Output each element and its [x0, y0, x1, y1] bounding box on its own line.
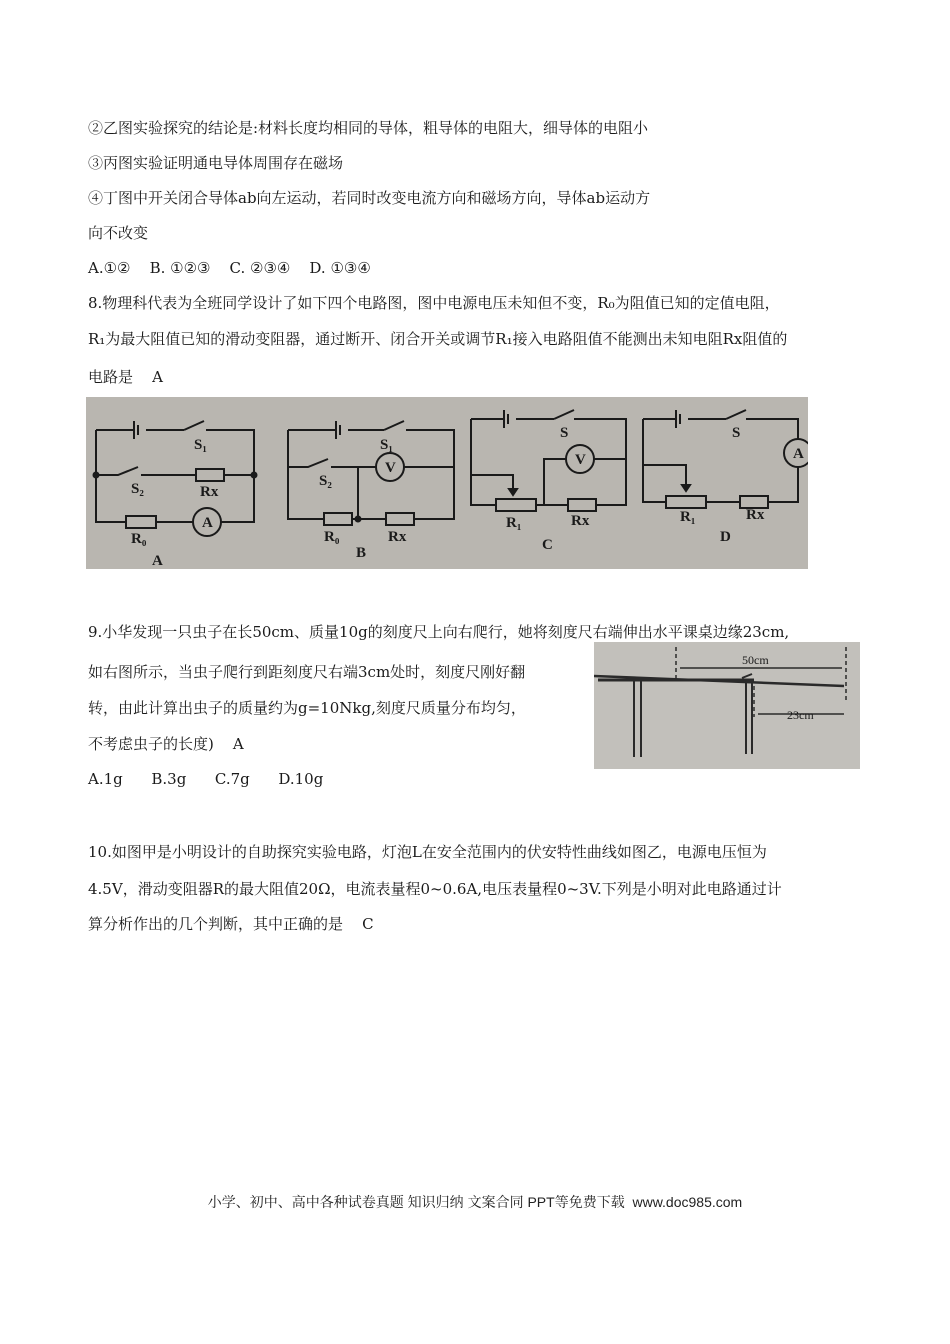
a-ammeter-label: A [202, 515, 213, 531]
statement-2: ②乙图实验探究的结论是:材料长度均相同的导体，粗导体的电阻大，细导体的电阻小 [88, 119, 649, 137]
q9-line-3: 转，由此计算出虫子的质量约为g=10Nkg,刻度尺质量分布均匀， [88, 699, 526, 717]
d-ammeter-label: A [793, 446, 804, 462]
circuit-b [288, 421, 454, 525]
q7-options: A.①② B. ①②③ C. ②③④ D. ①③④ [88, 259, 371, 277]
q9-line-1: 9.小华发现一只虫子在长50cm、质量10g的刻度尺上向右爬行，她将刻度尺右端伸出水平课桌边缘23cm, [88, 623, 790, 641]
c-r1-label: R₁ [506, 515, 522, 531]
q8-line-2: R₁为最大阻值已知的滑动变阻器，通过断开、闭合开关或调节R₁接入电路阻值不能测出未知电阻Rx阻值的 [88, 330, 788, 348]
d-rx-label: Rx [746, 507, 765, 523]
c-rx-label: Rx [571, 513, 590, 529]
circuit-d [643, 410, 808, 508]
q8-circuit-figure [86, 397, 808, 569]
b-rx-label: Rx [388, 529, 407, 545]
q10-line-2: 4.5V，滑动变阻器R的最大阻值20Ω，电流表量程0~0.6A,电压表量程0~3V.下列是小明对此电路通过计 [88, 880, 782, 898]
d-s-label: S [732, 425, 741, 441]
q9-ruler-figure [594, 642, 860, 769]
circuit-d-label: D [720, 529, 731, 545]
circuit-c-label: C [542, 537, 553, 553]
b-s2-label: S₂ [319, 473, 332, 489]
circuit-c [471, 410, 626, 511]
b-r0-label: R₀ [324, 529, 340, 545]
c-s-label: S [560, 425, 569, 441]
q10-line-3: 算分析作出的几个判断，其中正确的是 C [88, 915, 374, 933]
circuit-a-label: A [152, 553, 163, 569]
c-voltmeter-label: V [575, 452, 586, 468]
q10-line-1: 10.如图甲是小明设计的自助探究实验电路，灯泡L在安全范围内的伏安特性曲线如图乙，电源电压恒为 [88, 843, 767, 861]
b-s1-label: S₁ [380, 437, 393, 453]
b-voltmeter-label: V [385, 460, 396, 476]
circuit-b-label: B [356, 545, 367, 561]
a-s2-label: S₂ [131, 481, 144, 497]
q9-line-2: 如右图所示，当虫子爬行到距刻度尺右端3cm处时，刻度尺刚好翻 [88, 663, 526, 681]
overhang-length-label: 23cm [787, 708, 814, 722]
q8-line-3: 电路是 A [88, 368, 163, 386]
a-rx-label: Rx [200, 484, 219, 500]
a-s1-label: S₁ [194, 437, 207, 453]
ruler-length-label: 50cm [742, 653, 769, 667]
circuit-a [94, 421, 257, 536]
d-r1-label: R₁ [680, 509, 696, 525]
page-footer: 小学、初中、高中各种试卷真题 知识归纳 文案合同 PPT等免费下载 www.doc985.com [207, 1194, 743, 1210]
q9-options: A.1g B.3g C.7g D.10g [88, 770, 324, 788]
statement-4: ④丁图中开关闭合导体ab向左运动，若同时改变电流方向和磁场方向，导体ab运动方 [88, 189, 651, 207]
statement-4-cont: 向不改变 [88, 224, 149, 242]
q8-line-1: 8.物理科代表为全班同学设计了如下四个电路图，图中电源电压未知但不变，R₀为阻值已知的定值电阻， [88, 294, 780, 312]
q9-line-4: 不考虑虫子的长度) A [88, 735, 244, 753]
statement-3: ③丙图实验证明通电导体周围存在磁场 [88, 154, 344, 172]
a-r0-label: R₀ [131, 531, 147, 547]
